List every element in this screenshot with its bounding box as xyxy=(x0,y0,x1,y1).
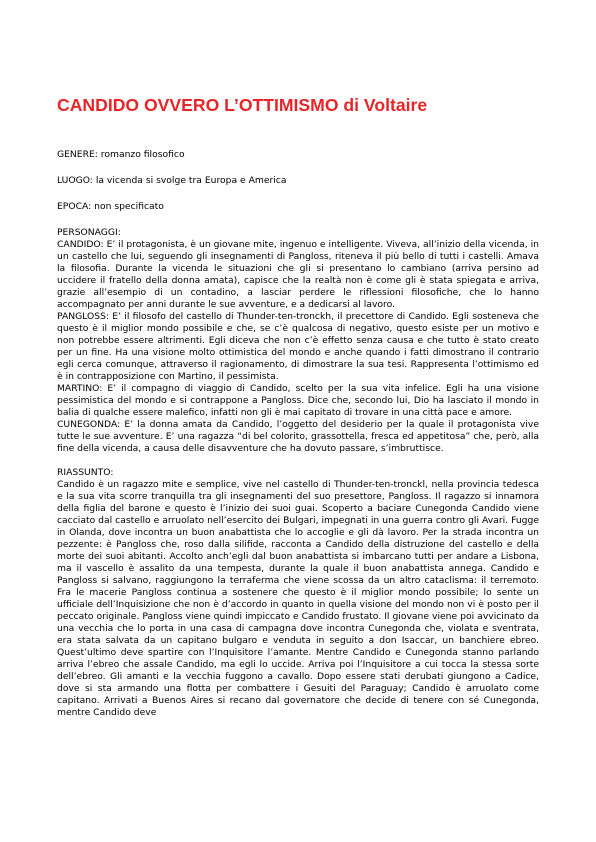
character-martino: MARTINO: E’ il compagno di viaggio di Candido, scelto per la sua vita infelice. Egli ha una visione pessimistica del mondo e si contrappone a Pangloss. Dice che, secondo lui, Dio ha lasciato il mondo in balia di qualche essere malefico, infatti non gli è mai capitato di trovare in una città pace e amore. xyxy=(57,383,539,418)
epoca-line: EPOCA: non specificato xyxy=(57,201,164,212)
luogo-line: LUOGO: la vicenda si svolge tra Europa e America xyxy=(57,175,287,186)
character-candido: CANDIDO: E’ il protagonista, è un giovane mite, ingenuo e intelligente. Viveva, all’inizio della vicenda, in un castello che lui, seguendo gli insegnamenti di Pangloss, riteneva il più bello di tutti i castelli. Amava la filosofia. Durante la vicenda le situazioni che gli si presentano lo cambiano (arriva persino ad uccidere il fratello della donna amata), capisce che la realtà non è come gli è stata spiegata e arriva, grazie all’esempio di un contadino, a lasciar perdere le riflessioni filosofiche, che lo hanno accompagnato per anni durante le sue avventure, e a dedicarsi al lavoro. xyxy=(57,239,539,310)
riassunto-text: Candido è un ragazzo mite e semplice, vive nel castello di Thunder-ten-tronckl, nella provincia tedesca e la sua vita scorre tranquilla tra gli insegnamenti del suo presettore, Pangloss. Il ragazzo si innamora della figlia del barone e questo è l’inizio dei suoi guai. Scoperto a baciare Cunegonda Candido viene cacciato dal castello e arruolato nell’esercito dei Bulgari, impegnati in una guerra contro gli Avari. Fugge in Olanda, dove incontra un buon anabattista che lo accoglie e gli dà lavoro. Per la strada incontra un pezzente: è Pangloss che, roso dalla silifide, racconta a Candido della distruzione del castello e della morte dei suoi abitanti. Accolto anch’egli dal buon anabattista si imbarcano tutti per andare a Lisbona, ma il vascello è assalito da una tempesta, durante la quale il buon anabattista annega. Candido e Pangloss si salvano, raggiungono la terraferma che viene scossa da un altro cataclisma: il terremoto. Fra le macerie Pangloss continua a sostenere che questo è il miglior mondo possibile; lo sente un ufficiale dell’Inquisizione che non è d’accordo in quanto in quella visione del mondo non vi è posto per il peccato originale. Pangloss viene quindi impiccato e Candido frustato. Il giovane viene poi avvicinato da una vecchia che lo porta in una casa di campagna dove incontra Cunegonda che, violata e sventrata, era stata salvata da un capitano bulgaro e venduta in seguito a don Isaccar, un banchiere ebreo. Quest’ultimo deve spartire con l’Inquisitore l’amante. Mentre Candido e Cunegonda stanno parlando arriva l’ebreo che assale Candido, ma egli lo uccide. Arriva poi l’Inquisitore a cui tocca la stessa sorte dell’ebreo. Gli amanti e la vecchia fuggono a cavallo. Dopo essere stati derubati giungono a Cadice, dove si sta armando una flotta per combattere i Gesuiti del Paraguay; Candido è arruolato come capitano. Arrivati a Buenos Aires si recano dal governatore che decide di tenere con sé Cunegonda, mentre Candido deve xyxy=(57,479,539,718)
document-title: CANDIDO OVVERO L’OTTIMISMO di Voltaire xyxy=(57,95,428,115)
genere-line: GENERE: romanzo filosofico xyxy=(57,149,185,160)
personaggi-heading: PERSONAGGI: xyxy=(57,227,121,238)
character-pangloss: PANGLOSS: E’ il filosofo del castello di Thunder-ten-tronckh, il precettore di Candido. Egli sosteneva che questo è il miglior mondo possibile e che, se c’è qualcosa di negativo, questo esiste per un motivo e non potrebbe essere altrimenti. Egli diceva che non c’è effetto senza causa e che tutto è stato creato per un fine. Ha una visione molto ottimistica del mondo e anche quando i fatti dimostrano il contrario egli cerca comunque, attraverso il ragionamento, di dimostrare la sua tesi. Rappresenta l’ottimismo ed è in contrapposizione con Martino, il pessimista. xyxy=(57,311,539,382)
riassunto-heading: RIASSUNTO: xyxy=(57,467,114,478)
character-cunegonda: CUNEGONDA: E’ la donna amata da Candido, l’oggetto del desiderio per la quale il protagonista vive tutte le sue avventure. E’ una ragazza “di bel colorito, grassottella, fresca ed appetitosa” che, però, alla fine della vicenda, a causa delle disavventure che ha dovuto passare, s’imbruttisce. xyxy=(57,419,539,454)
